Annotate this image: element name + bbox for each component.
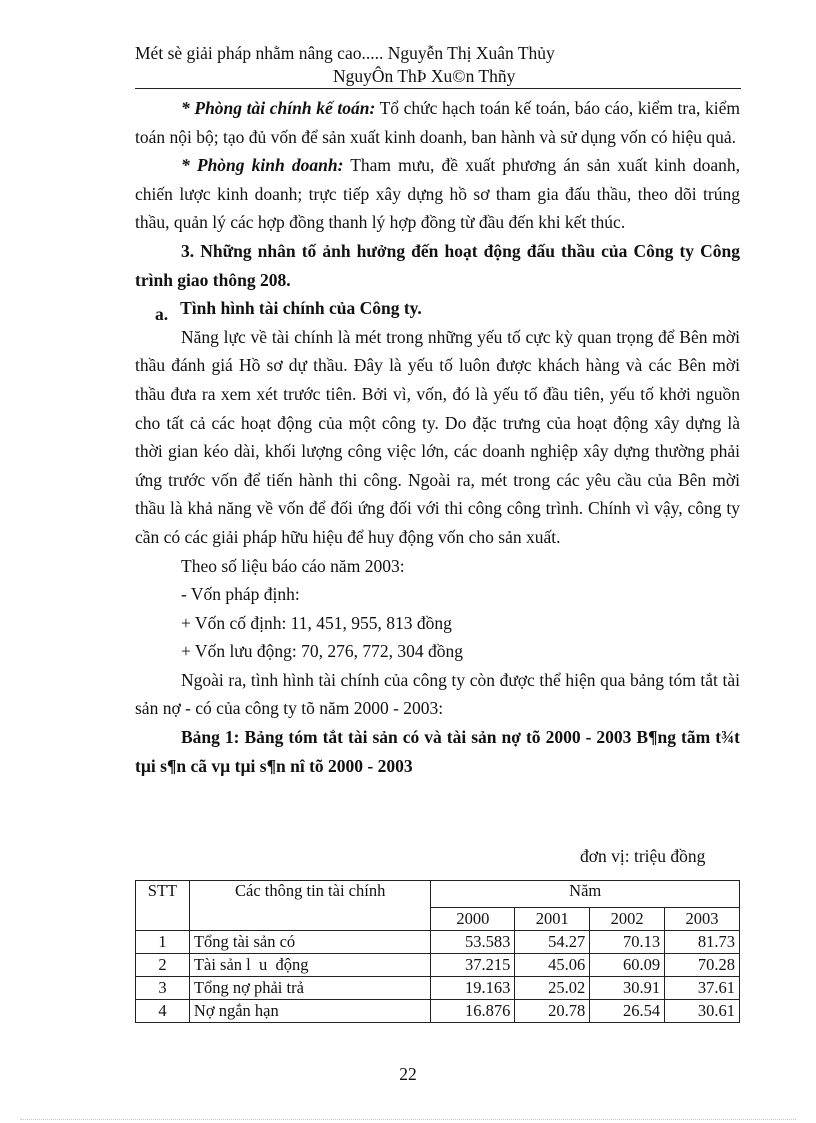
- running-header-line-2: NguyÔn ThÞ Xu©n Thñy: [333, 66, 516, 86]
- row-value: 37.215: [431, 954, 515, 977]
- section-3-heading: 3. Những nhân tố ảnh hưởng đến hoạt động đấu thầu của Công ty Công trình giao thông 208.: [135, 240, 740, 290]
- row-name: Nợ ngắn hạn: [189, 1000, 431, 1023]
- paragraph-legal-capital: - Vốn pháp định:: [181, 584, 300, 605]
- table-caption: Bảng 1: Bảng tóm tắt tài sản có và tài sản nợ tõ 2000 - 2003 B¶ng tãm t¾t tµi s¶n cã vµ tµi s¶n nî tõ 2000 - 2003: [135, 727, 740, 776]
- page-bottom-divider: [20, 1119, 796, 1120]
- paragraph-fixed-capital: + Vốn cố định: 11, 451, 955, 813 đồng: [181, 612, 452, 633]
- header-rule: [135, 88, 741, 89]
- subsection-a-title: Tình hình tài chính của Công ty.: [180, 298, 422, 319]
- row-name: Tổng nợ phải trả: [189, 977, 431, 1000]
- header-financial-info: Các thông tin tài chính: [189, 881, 431, 931]
- row-value: 37.61: [665, 977, 740, 1000]
- table-row: [136, 1000, 740, 1023]
- paragraph-table-intro: Ngoài ra, tình hình tài chính của công ty còn được thể hiện qua bảng tóm tắt tài sản nợ - có của công ty tõ năm 2000 - 2003:: [135, 669, 740, 719]
- paragraph-finance-department: [135, 94, 740, 151]
- row-stt: 1: [136, 931, 190, 954]
- row-value: 30.91: [590, 977, 665, 1000]
- paragraph-working-capital: + Vốn lưu động: 70, 276, 772, 304 đồng: [181, 641, 464, 662]
- table-row: [136, 977, 740, 1000]
- row-value: 54.27: [515, 931, 590, 954]
- row-stt: 3: [136, 977, 190, 1000]
- row-value: 25.02: [515, 977, 590, 1000]
- table-row: [136, 954, 740, 977]
- subsection-a-letter: a.: [155, 304, 169, 325]
- year-2002: 2002: [590, 908, 665, 931]
- row-value: 81.73: [665, 931, 740, 954]
- row-name: Tổng tài sản có: [189, 931, 431, 954]
- subsection-a-heading: [135, 294, 740, 323]
- unit-label: đơn vị: triệu đồng: [580, 846, 706, 866]
- row-value: 26.54: [590, 1000, 665, 1023]
- year-2000: 2000: [431, 908, 515, 931]
- running-header-line-1: Mét sè giải pháp nhằm nâng cao..... Nguyễn Thị Xuân Thủy: [135, 43, 555, 63]
- row-value: 53.583: [431, 931, 515, 954]
- body-text: [135, 94, 740, 780]
- year-2001: 2001: [515, 908, 590, 931]
- finance-department-label: * Phòng tài chính kế toán:: [181, 98, 376, 118]
- row-value: 45.06: [515, 954, 590, 977]
- table-row: [136, 931, 740, 954]
- finance-department-text: Tổ chức hạch toán kế toán, báo cáo, kiểm tra, kiểm toán nội bộ; tạo đủ vốn để sản xuất kinh doanh, ban hành và sử dụng vốn có hiệu quả.: [135, 98, 740, 147]
- financial-summary-table: [135, 880, 740, 1023]
- row-value: 30.61: [665, 1000, 740, 1023]
- paragraph-business-department: [135, 151, 740, 237]
- year-2003: 2003: [665, 908, 740, 931]
- row-value: 20.78: [515, 1000, 590, 1023]
- row-value: 70.13: [590, 931, 665, 954]
- row-stt: 4: [136, 1000, 190, 1023]
- row-value: 70.28: [665, 954, 740, 977]
- business-department-text: Tham mưu, đề xuất phương án sản xuất kinh doanh, chiến lược kinh doanh; trực tiếp xây dựng hồ sơ tham gia đấu thầu, theo dõi trúng thầu, quản lý các hợp đồng thanh lý hợp đồng từ đầu đến khi kết thúc.: [135, 155, 740, 233]
- table-header-row: [136, 881, 740, 908]
- header-year: Năm: [431, 881, 740, 908]
- page-number: 22: [399, 1064, 417, 1084]
- row-name: Tài sản l u động: [189, 954, 431, 977]
- paragraph-report-2003: Theo số liệu báo cáo năm 2003:: [181, 555, 405, 576]
- business-department-label: * Phòng kinh doanh:: [181, 155, 344, 176]
- paragraph-financial-capacity: Năng lực về tài chính là mét trong những yếu tố cực kỳ quan trọng để Bên mời thầu đánh giá Hồ sơ dự thầu. Đây là yếu tố luôn được khách hàng và các Bên mời thầu đưa ra xem xét trước tiên. Bởi vì, vốn, đó là yếu tố đầu tiên, yếu tố khởi nguồn cho tất cả các hoạt động của một công ty. Do đặc trưng của hoạt động xây dựng là thời gian kéo dài, khối lượng công việc lớn, các doanh nghiệp xây dựng thường phải ứng trước vốn để tiến hành thi công. Ngoài ra, mét trong các yêu cầu của Bên mời thầu là khả năng về vốn để đối ứng đối với thi công công trình. Chính vì vậy, công ty cần có các giải pháp hữu hiệu để huy động vốn cho sản xuất.: [135, 326, 740, 547]
- row-value: 16.876: [431, 1000, 515, 1023]
- header-stt: STT: [136, 881, 190, 931]
- row-value: 60.09: [590, 954, 665, 977]
- row-value: 19.163: [431, 977, 515, 1000]
- row-stt: 2: [136, 954, 190, 977]
